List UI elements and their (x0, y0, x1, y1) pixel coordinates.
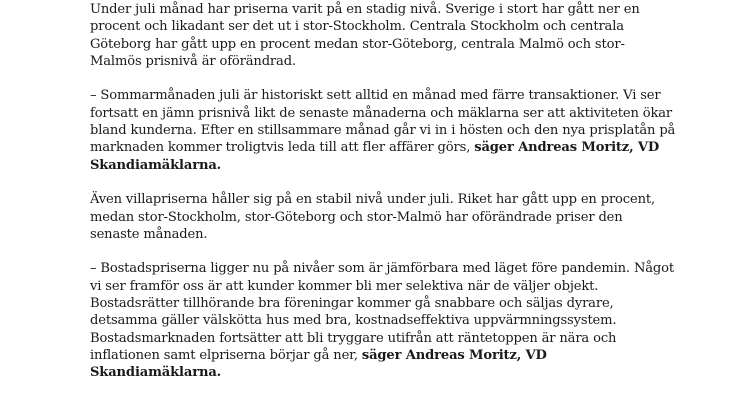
quote-attribution: säger Andreas Moritz, VD (361, 347, 547, 363)
quote-text: marknaden kommer troligtvis leda till att fler affärer görs, (90, 140, 475, 156)
text-line: Malmös prisnivå är oförändrad. (90, 53, 296, 69)
paragraph-quote-summer (90, 87, 730, 173)
text-line: – Sommarmånaden juli är historiskt sett alltid en månad med färre transaktioner. Vi ser (90, 88, 661, 104)
text-line: medan stor-Stockholm, stor-Göteborg och stor-Malmö har oförändrade priser den (90, 209, 623, 225)
text-line: Göteborg har gått upp en procent medan stor-Göteborg, centrala Malmö och stor- (90, 36, 625, 52)
text-line: bland kunderna. Efter en stillsammare månad går vi in i hösten och den nya prisplatån på (90, 123, 676, 139)
quote-attribution-company: Skandiamäklarna. (90, 365, 222, 381)
paragraph-monthly-prices (90, 1, 730, 70)
text-line: fortsatt en jämn prisnivå likt de senaste månaderna och mäklarna ser att aktiviteten ökar (90, 105, 673, 121)
quote-attribution: säger Andreas Moritz, VD (474, 140, 660, 156)
text-line-with-attribution (90, 139, 730, 156)
text-line: Även villapriserna håller sig på en stabil nivå under juli. Riket har gått upp en procent, (90, 192, 655, 208)
paragraph-quote-pandemic (90, 260, 730, 381)
text-line-with-attribution (90, 347, 730, 364)
text-line: senaste månaden. (90, 226, 208, 242)
text-line: Bostadsmarknaden fortsätter att bli tryggare utifrån att räntetoppen är nära och (90, 330, 617, 346)
text-line: Bostadsrätter tillhörande bra föreningar kommer gå snabbare och säljas dyrare, (90, 296, 614, 312)
text-line: Under juli månad har priserna varit på en stadig nivå. Sverige i stort har gått ner en (90, 2, 640, 17)
article-body (90, 1, 730, 399)
text-line: vi ser framför oss är att kunder kommer bli mer selektiva när de väljer objekt. (90, 278, 599, 294)
quote-text: inflationen samt elpriserna börjar gå ner, (90, 347, 362, 363)
text-line: detsamma gäller välskötta hus med bra, kostnadseffektiva uppvärmningssystem. (90, 313, 617, 329)
text-line: – Bostadspriserna ligger nu på nivåer som är jämförbara med läget före pandemin. Något (90, 261, 674, 277)
text-line: procent och likadant ser det ut i stor-Stockholm. Centrala Stockholm och centrala (90, 19, 624, 35)
quote-attribution-company: Skandiamäklarna. (90, 157, 222, 173)
paragraph-villa-prices (90, 191, 730, 243)
